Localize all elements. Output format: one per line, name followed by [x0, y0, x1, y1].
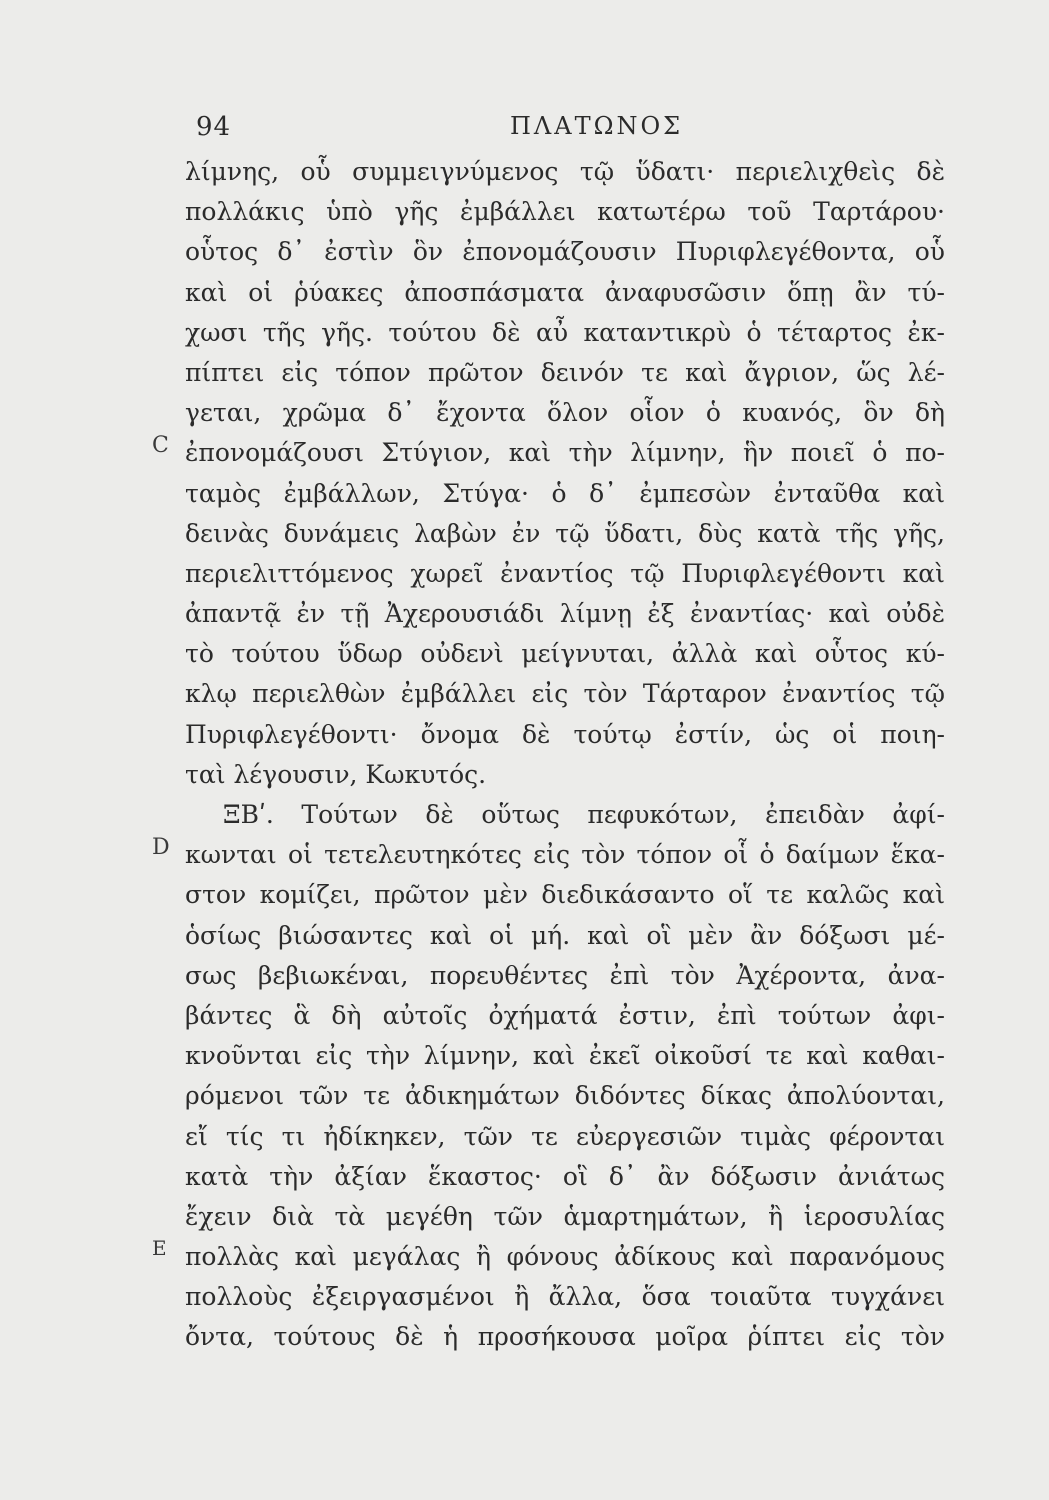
running-title: ΠΛΑΤΩΝΟΣ — [510, 112, 684, 140]
text-line: εἴ τίς τι ἠδίκηκεν, τῶν τε εὐεργεσιῶν τιμὰς φέρονται — [185, 1121, 945, 1151]
text-line: ἐπονομάζουσι Στύγιον, καὶ τὴν λίμνην, ἣν ποιεῖ ὁ πο- — [185, 438, 945, 468]
text-line: ἀπαντᾷ ἐν τῇ Ἀχερουσιάδι λίμνῃ ἐξ ἐναντίας· καὶ οὐδὲ — [185, 599, 945, 629]
text-line: κατὰ τὴν ἀξίαν ἕκαστος· οἳ δ᾽ ἂν δόξωσιν ἀνιάτως — [185, 1161, 945, 1191]
text-line: λίμνης, οὗ συμμειγνύμενος τῷ ὕδατι· περιελιχθεὶς δὲ — [185, 157, 945, 186]
margin-section-letter-e: E — [152, 1236, 167, 1260]
text-line: ὄντα, τούτους δὲ ἡ προσήκουσα μοῖρα ῥίπτει εἰς τὸν — [185, 1322, 945, 1352]
text-line: οὗτος δ᾽ ἐστὶν ὃν ἐπονομάζουσιν Πυριφλεγέθοντα, οὗ — [185, 237, 945, 267]
text-line: καὶ οἱ ῥύακες ἀποσπάσματα ἀναφυσῶσιν ὅπῃ ἂν τύ- — [185, 277, 945, 307]
text-line: ρόμενοι τῶν τε ἀδικημάτων διδόντες δίκας ἀπολύονται, — [185, 1081, 945, 1111]
text-line: χωσι τῆς γῆς. τούτου δὲ αὖ καταντικρὺ ὁ τέταρτος ἐκ- — [185, 317, 945, 347]
text-line: πολλοὺς ἐξειργασμένοι ἢ ἄλλα, ὅσα τοιαῦτα τυγχάνει — [185, 1282, 945, 1312]
text-body — [185, 152, 945, 1358]
text-line: πίπτει εἰς τόπον πρῶτον δεινόν τε καὶ ἄγριον, ὥς λέ- — [185, 357, 945, 387]
section-heading-line: ΞΒʹ. Τούτων δὲ οὕτως πεφυκότων, ἐπειδὰν ἀφί- — [223, 800, 945, 829]
text-line: πολλάκις ὑπὸ γῆς ἐμβάλλει κατωτέρω τοῦ Ταρτάρου· — [185, 197, 945, 227]
text-line: σως βεβιωκέναι, πορευθέντες ἐπὶ τὸν Ἀχέροντα, ἀνα- — [185, 960, 945, 990]
text-line: ἔχειν διὰ τὰ μεγέθη τῶν ἁμαρτημάτων, ἢ ἱεροσυλίας — [185, 1201, 945, 1231]
text-line: στον κομίζει, πρῶτον μὲν διεδικάσαντο οἵ τε καλῶς καὶ — [185, 880, 945, 910]
text-line: δεινὰς δυνάμεις λαβὼν ἐν τῷ ὕδατι, δὺς κατὰ τῆς γῆς, — [185, 518, 945, 548]
text-line: τὸ τούτου ὕδωρ οὐδενὶ μείγνυται, ἀλλὰ καὶ οὗτος κύ- — [185, 639, 945, 669]
text-line: ὁσίως βιώσαντες καὶ οἱ μή. καὶ οἳ μὲν ἂν δόξωσι μέ- — [185, 920, 945, 950]
text-line: γεται, χρῶμα δ᾽ ἔχοντα ὅλον οἷον ὁ κυανός, ὃν δὴ — [185, 398, 945, 428]
page-number: 94 — [196, 112, 232, 142]
text-line: ταὶ λέγουσιν, Κωκυτός. — [185, 759, 487, 789]
margin-section-letter-c: C — [152, 433, 169, 458]
text-line: περιελιττόμενος χωρεῖ ἐναντίος τῷ Πυριφλεγέθοντι καὶ — [185, 558, 945, 588]
text-line: πολλὰς καὶ μεγάλας ἢ φόνους ἀδίκους καὶ παρανόμους — [185, 1242, 945, 1272]
text-line: κωνται οἱ τετελευτηκότες εἰς τὸν τόπον οἷ ὁ δαίμων ἕκα- — [185, 840, 945, 870]
margin-section-letter-d: D — [152, 835, 170, 860]
text-line: κνοῦνται εἰς τὴν λίμνην, καὶ ἐκεῖ οἰκοῦσί τε καὶ καθαι- — [185, 1041, 945, 1071]
text-line: κλῳ περιελθὼν ἐμβάλλει εἰς τὸν Τάρταρον ἐναντίος τῷ — [185, 679, 945, 709]
text-line: ταμὸς ἐμβάλλων, Στύγα· ὁ δ᾽ ἐμπεσὼν ἐνταῦθα καὶ — [185, 478, 945, 508]
page-header — [0, 112, 1049, 152]
text-line: βάντες ἃ δὴ αὐτοῖς ὀχήματά ἐστιν, ἐπὶ τούτων ἀφι- — [185, 1000, 945, 1030]
text-line: Πυριφλεγέθοντι· ὄνομα δὲ τούτῳ ἐστίν, ὡς οἱ ποιη- — [185, 719, 945, 749]
